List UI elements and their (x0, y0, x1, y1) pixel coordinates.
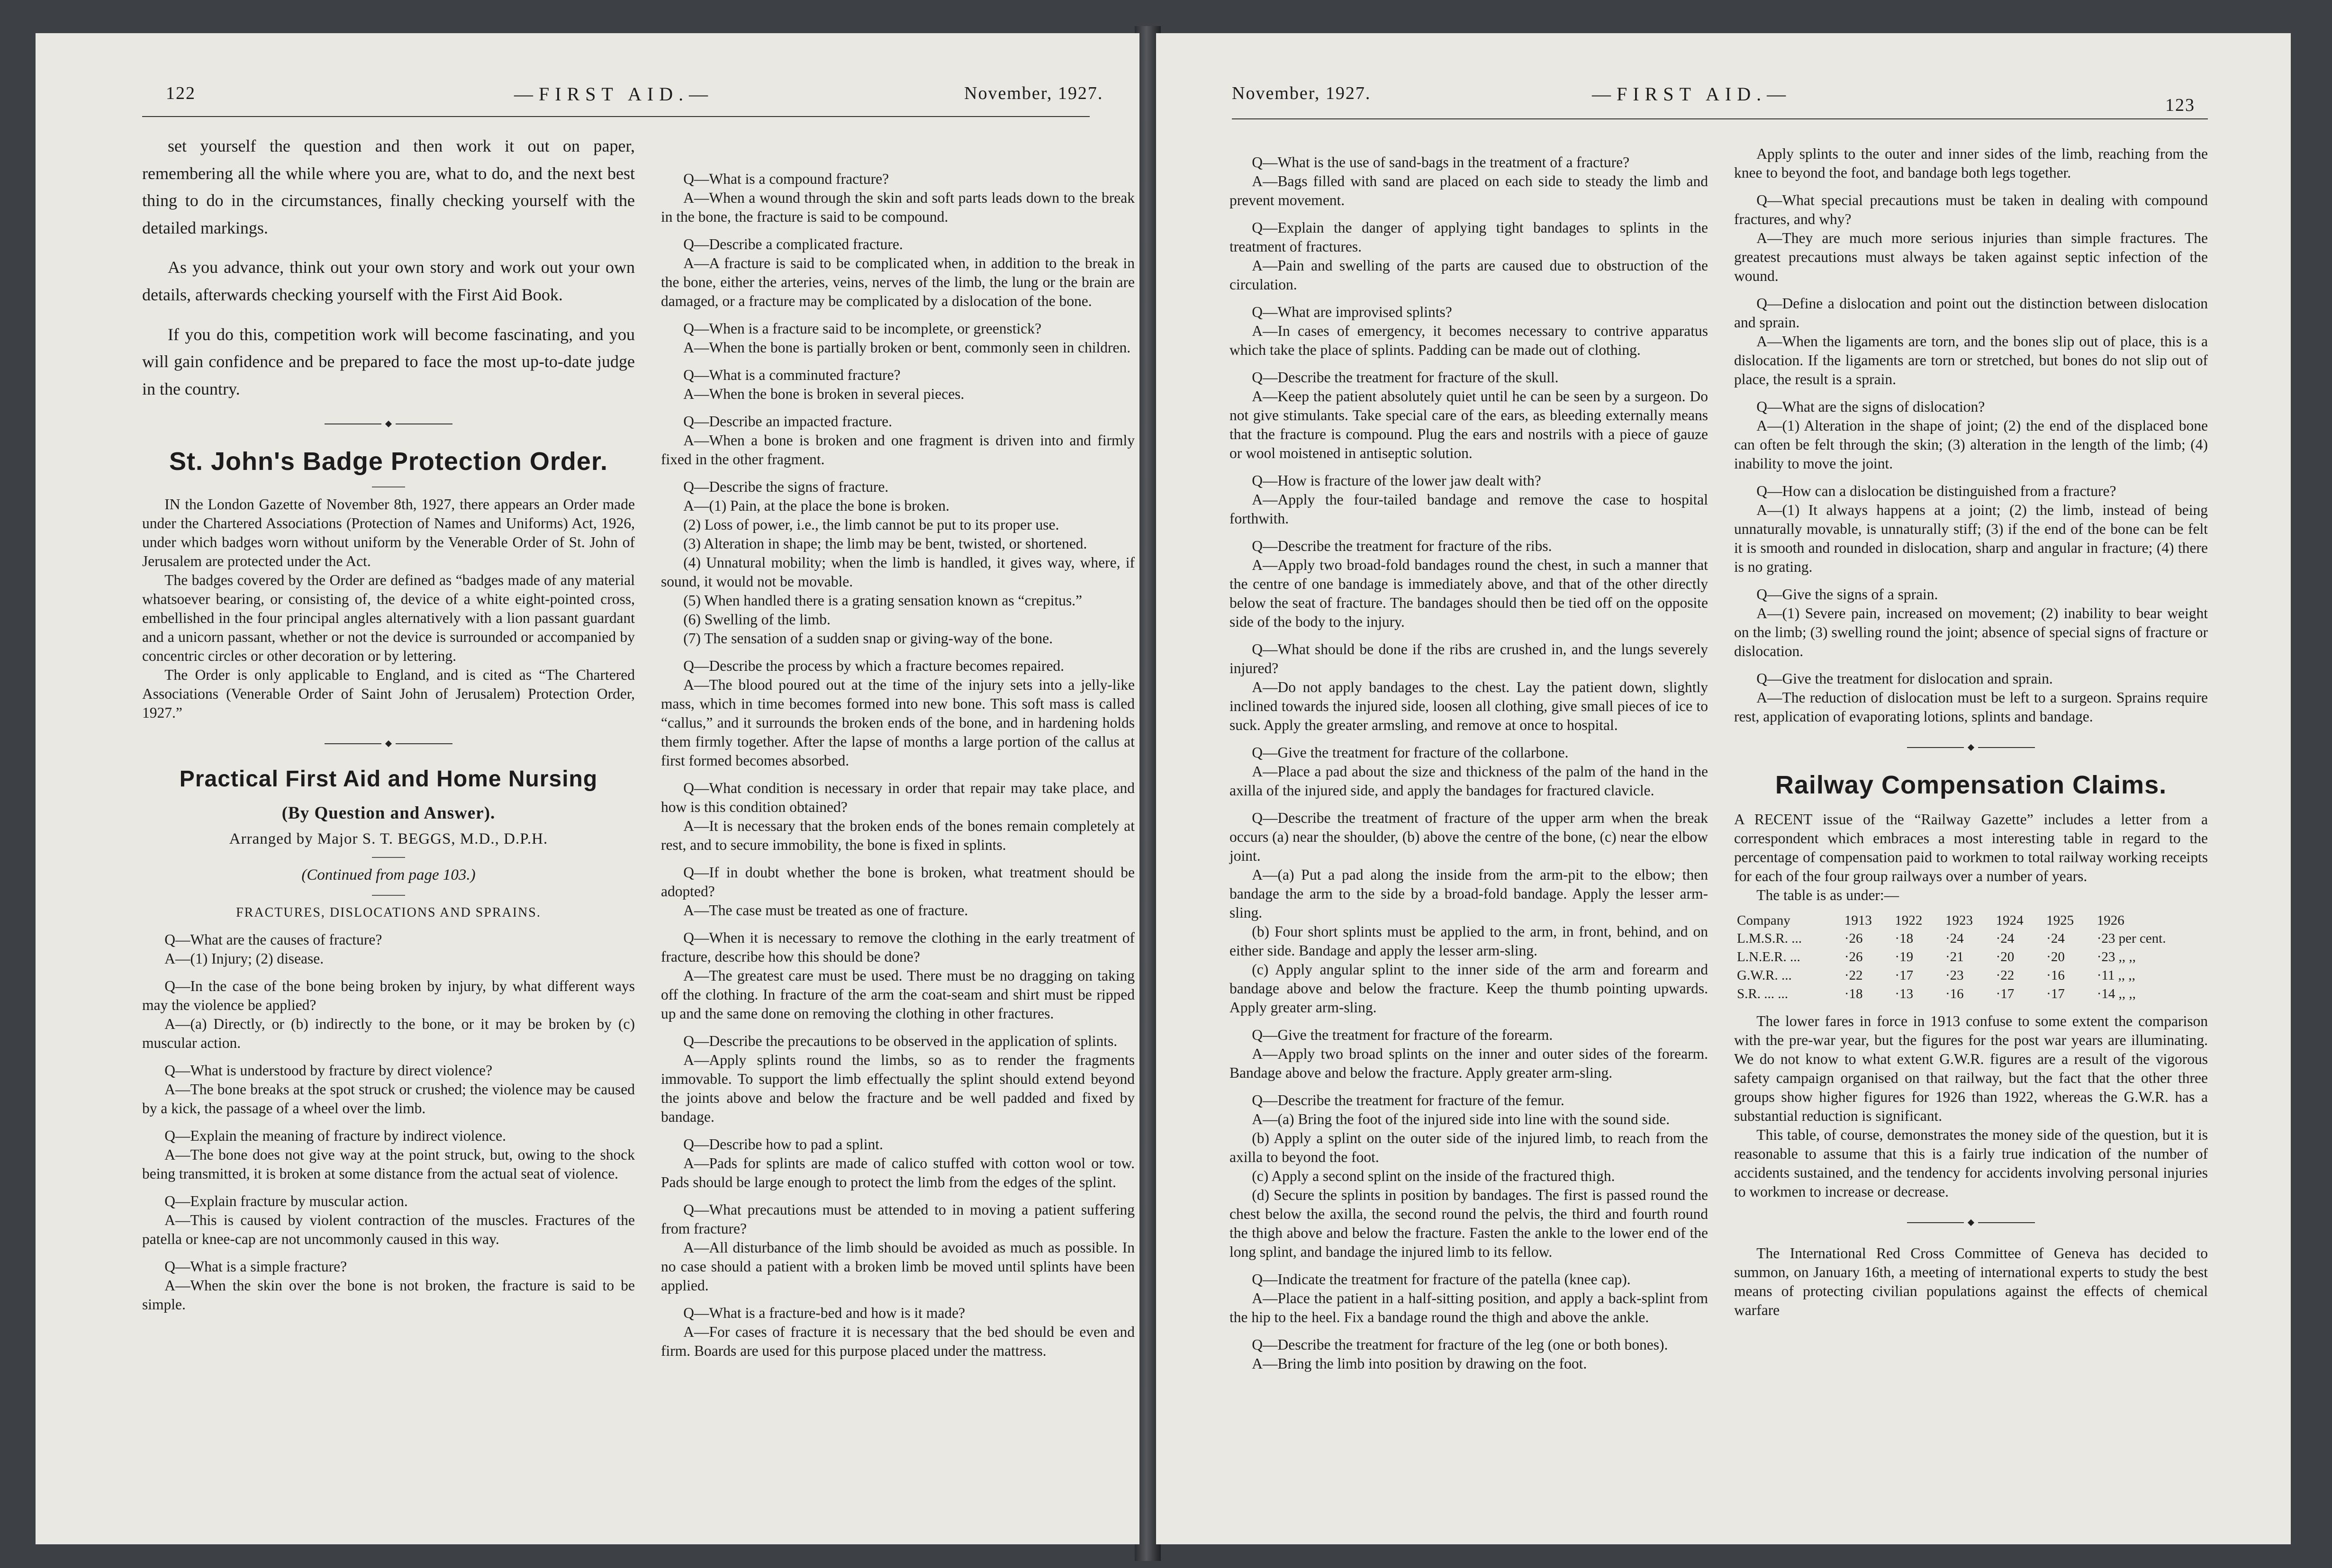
paragraph: A—The blood poured out at the time of the injury sets into a jelly-like mass, which in time becomes formed into new bone. This soft mass is called “callus,” and it surrounds the broken ends of the bone, and in hardening holds them firmly together. After the lapse of months a large portion of the callus at first formed becomes absorbed. (661, 676, 1135, 769)
table-cell: ·26 (1844, 931, 1863, 946)
paragraph: A—Apply two broad-fold bandages round the chest, in such a manner that the centre of one bandage is immediately above, and that of the other directly below the seat of fracture. The bandages should then be tied off on the opposite side of the body to the injury. (1229, 557, 1708, 630)
table-cell: ·20 (2046, 949, 2065, 965)
paragraph: (6) Swelling of the limb. (683, 611, 831, 628)
paragraph: This table, of course, demonstrates the money side of the question, but it is reasonable to assume that this is a fairly true indication of the number of accidents sustained, and the tendency for accidents involving personal injuries to workmen to increase or decrease. (1734, 1126, 2208, 1200)
table-cell: ·13 (1895, 986, 1914, 1001)
paragraph: (d) Secure the splints in position by bandages. The first is passed round the chest below the axilla, the second round the pelvis, the third and fourth round the thigh above and below the fracture. Fasten the ankle to the lower end of the long splint, and bandage the injured limb to its fellow. (1229, 1187, 1708, 1260)
table-header-cell: 1913 (1844, 912, 1872, 928)
paragraph: A—(a) Put a pad along the inside from the arm-pit to the elbow; then bandage the arm to the side by a broad-fold bandage. Apply the lesser arm-sling. (1229, 866, 1708, 921)
table-header-cell: 1924 (1996, 912, 2024, 928)
paragraph: Q—What is a comminuted fracture? (683, 367, 901, 383)
table-row (1734, 985, 2208, 1003)
railway-article-body (1734, 1012, 2208, 1201)
paragraph: A—Pads for splints are made of calico stuffed with cotton wool or tow. Pads should be large enough to protect the limb from the edges of the splint. (661, 1155, 1135, 1190)
paragraph: A—(a) Bring the foot of the injured side into line with the sound side. (1252, 1111, 1670, 1127)
table-cell: ·23 (1945, 968, 1964, 983)
paragraph: If you do this, competition work will become fascinating, and you will gain confidence and be prepared to face the most up-to-date judge in the country. (142, 324, 635, 398)
paragraph: Q—What is understood by fracture by direct violence? (164, 1062, 493, 1079)
paragraph: Q—Explain fracture by muscular action. (164, 1193, 408, 1210)
paragraph: Q—What is a compound fracture? (683, 171, 889, 187)
paragraph: (4) Unnatural mobility; when the limb is handled, it gives way, where, if sound, it would not be movable. (661, 554, 1135, 590)
journal-title: —FIRST AID.— (514, 83, 714, 105)
paragraph: Q—Describe the treatment for fracture of the femur. (1252, 1092, 1564, 1108)
journal-title: —FIRST AID.— (1592, 83, 1792, 105)
right-column-1 (1229, 144, 1708, 1373)
page-number: 123 (2165, 95, 2195, 115)
table-cell: S.R. ... ... (1737, 986, 1788, 1001)
article-title: Railway Compensation Claims. (1775, 771, 2167, 799)
paragraph: A—In cases of emergency, it becomes necessary to contrive apparatus which take the place of splints. Padding can be made out of clothing. (1229, 323, 1708, 358)
left-column-2 (661, 161, 1135, 1361)
paragraph: Q—What precautions must be attended to in moving a patient suffering from fracture? (661, 1201, 1135, 1237)
paragraph: Q—When is a fracture said to be incomplete, or greenstick? (683, 320, 1041, 337)
paragraph: Q—What are the signs of dislocation? (1756, 398, 1985, 415)
table-header-cell: 1923 (1945, 912, 1973, 928)
paragraph: A—The reduction of dislocation must be left to a surgeon. Sprains require rest, application of evaporating lotions, splints and bandage. (1734, 689, 2208, 725)
paragraph: The badges covered by the Order are defined as “badges made of any material whatsoever bearing, or consisting of, the device of a white eight-pointed cross, embellished in the four principal angles alternatively with a lion passant guardant and a unicorn passant, whether or not the device is surrounded or accompanied by concentric circles or other decoration or by lettering. (142, 571, 635, 664)
right-column-2 (1734, 144, 2208, 1320)
badge-article-body (142, 495, 635, 722)
paragraph: A—When the ligaments are torn, and the bones slip out of place, this is a dislocation. If the ligaments are torn or stretched, but bones do not slip out of place, the result is a sprain. (1734, 333, 2208, 387)
paragraph: A—All disturbance of the limb should be avoided as much as possible. In no case should a patient with a broken limb be moved until splints have been applied. (661, 1239, 1135, 1294)
ornament-divider (142, 422, 635, 426)
table-header-cell: 1925 (2046, 912, 2074, 928)
table-cell: ·26 (1844, 949, 1863, 965)
article-title: Practical First Aid and Home Nursing (179, 766, 598, 792)
table-cell: ·14 ,, ,, (2097, 986, 2136, 1001)
table-cell: L.N.E.R. ... (1737, 949, 1800, 965)
table-cell: ·20 (1996, 949, 2015, 965)
right-page (1156, 33, 2291, 1544)
header-rule (1232, 118, 2208, 119)
paragraph: A—Apply two broad splints on the inner and outer sides of the forearm. Bandage above and below the fracture. Apply greater arm-sling. (1229, 1045, 1708, 1081)
table-header-cell: 1926 (2097, 912, 2124, 928)
table-intro: The table is as under:— (1756, 886, 1899, 903)
paragraph: As you advance, think out your own story and work out your own details, afterwards checking yourself with the First Aid Book. (142, 258, 635, 304)
title-rule (372, 895, 405, 896)
red-cross-paragraph: The International Red Cross Committee of Geneva has decided to summon, on January 16th, a meeting of international experts to study the best means of protecting civilian populations against the effects of chemical warfare (1734, 1244, 2208, 1318)
table-cell: L.M.S.R. ... (1737, 931, 1802, 946)
article-subtitle: (By Question and Answer). (281, 803, 496, 823)
paragraph: A—They are much more serious injuries than simple fractures. The greatest precautions must always be taken against septic infection of the wound. (1734, 230, 2208, 284)
table-row (1734, 929, 2208, 948)
paragraph: Q—What should be done if the ribs are crushed in, and the lungs severely injured? (1229, 641, 1708, 676)
left-column-1 (142, 133, 635, 1314)
table-header-cell: 1922 (1895, 912, 1923, 928)
paragraph: Q—Describe the signs of fracture. (683, 478, 889, 495)
paragraph: Q—In the case of the bone being broken by injury, by what different ways may the violence be applied? (142, 978, 635, 1014)
table-cell: ·24 (2046, 931, 2065, 946)
paragraph: Q—Indicate the treatment for fracture of the patella (knee cap). (1252, 1271, 1631, 1288)
paragraph: A—(1) Pain, at the place the bone is broken. (683, 497, 949, 514)
compensation-table (1734, 911, 2208, 1003)
paragraph: Q—What is the use of sand-bags in the treatment of a fracture? (1252, 154, 1630, 171)
paragraph: Q—Describe the treatment of fracture of the upper arm when the break occurs (a) near the shoulder, (b) above the centre of the bone, (c) near the elbow joint. (1229, 810, 1708, 864)
table-cell: ·11 ,, ,, (2097, 968, 2135, 983)
paragraph: A—A fracture is said to be complicated when, in addition to the break in the bone, either the arteries, veins, nerves of the limb, the lung or the brain are damaged, or a fracture may be complicated by a dislocation of the bone. (661, 255, 1135, 309)
paragraph: Q—What condition is necessary in order that repair may take place, and how is this condition obtained? (661, 780, 1135, 815)
paragraph: A—(a) Directly, or (b) indirectly to the bone, or it may be broken by (c) muscular action. (142, 1016, 635, 1052)
paragraph: Q—Describe the treatment for fracture of the ribs. (1252, 538, 1552, 554)
table-row (1734, 966, 2208, 985)
paragraph: Q—What are improvised splints? (1252, 304, 1452, 320)
paragraph: (3) Alteration in shape; the limb may be bent, twisted, or shortened. (683, 535, 1087, 552)
paragraph: A—(1) Injury; (2) disease. (164, 950, 324, 967)
paragraph: A—When the bone is partially broken or bent, commonly seen in children. (683, 339, 1131, 356)
table-cell: ·17 (1895, 968, 1914, 983)
table-header-cell: Company (1737, 912, 1790, 928)
table-cell: ·22 (1996, 968, 2015, 983)
paragraph: A—This is caused by violent contraction of the muscles. Fractures of the patella or knee-cap are not uncommonly caused in this way. (142, 1212, 635, 1248)
qa-list (1734, 144, 2208, 726)
paragraph: Q—Describe the treatment for fracture of the leg (one or both bones). (1252, 1336, 1668, 1353)
ornament-divider (1734, 1220, 2208, 1225)
article-title: St. John's Badge Protection Order. (169, 447, 608, 476)
intro-text (142, 133, 635, 403)
paragraph: Q—Describe how to pad a splint. (683, 1136, 883, 1153)
paragraph: (b) Apply a splint on the outer side of the injured limb, to reach from the axilla to beyond the foot. (1229, 1130, 1708, 1165)
table-header-row (1734, 911, 2208, 930)
table-cell: ·17 (2046, 986, 2065, 1001)
table-cell: ·23 per cent. (2097, 931, 2166, 946)
paragraph: A—When the bone is broken in several pieces. (683, 386, 965, 402)
issue-date: November, 1927. (1232, 83, 1371, 103)
paragraph: Q—Describe the process by which a fracture becomes repaired. (683, 658, 1065, 674)
title-rule (372, 857, 405, 858)
paragraph: A—It is necessary that the broken ends of the bones remain completely at rest, and to secure immobility, the bone is fixed in splints. (661, 818, 1135, 853)
byline: Arranged by Major S. T. BEGGS, M.D., D.P.H. (229, 830, 548, 847)
paragraph: (c) Apply angular splint to the inner side of the arm and forearm and bandage above and below the fracture. Keep the thumb pointing upwards. Apply greater arm-sling. (1229, 961, 1708, 1016)
table-cell: ·24 (1945, 931, 1964, 946)
table-cell: ·16 (2046, 968, 2065, 983)
paragraph: (b) Four short splints must be applied to the arm, in front, behind, and on either side. Bandage and apply the lesser arm-sling. (1229, 923, 1708, 959)
paragraph: IN the London Gazette of November 8th, 1927, there appears an Order made under the Chartered Associations (Protection of Names and Uniforms) Act, 1926, under which badges worn without uniform by the Venerable Order of St. John of Jerusalem are protected under the Act. (142, 496, 635, 569)
paragraph: A—Place the patient in a half-sitting position, and apply a back-splint from the hip to the heel. Fix a bandage round the thigh and above the ankle. (1229, 1290, 1708, 1325)
left-page (36, 33, 1139, 1544)
paragraph: (7) The sensation of a sudden snap or giving-way of the bone. (683, 630, 1053, 647)
table-cell: ·17 (1996, 986, 2015, 1001)
paragraph: Q—Give the signs of a sprain. (1756, 586, 1938, 603)
paragraph: The lower fares in force in 1913 confuse to some extent the comparison with the pre-war year, but the figures for the post war years are illuminating. We do not know to what extent G.W.R. figures are a result of the vigorous safety campaign organised on that railway, but the fact that the other three groups show higher figures for 1926 than 1922, whereas the G.W.R. has a substantial reduction is significant. (1734, 1012, 2208, 1124)
paragraph: A—Bags filled with sand are placed on each side to steady the limb and prevent movement. (1229, 173, 1708, 208)
paragraph: A—The bone breaks at the spot struck or crushed; the violence may be caused by a kick, the passage of a wheel over the limb. (142, 1081, 635, 1117)
header-rule (142, 116, 1090, 117)
ornament-divider (1734, 745, 2208, 750)
paragraph: Q—Define a dislocation and point out the distinction between dislocation and sprain. (1734, 295, 2208, 331)
issue-date: November, 1927. (964, 83, 1103, 103)
table-cell: ·22 (1844, 968, 1863, 983)
paragraph: A—(1) Alteration in the shape of joint; (2) the end of the displaced bone can often be felt through the skin; (3) alteration in the length of the limb; (4) inability to move the joint. (1734, 417, 2208, 472)
paragraph: Q—Describe the treatment for fracture of the skull. (1252, 369, 1559, 386)
page-number: 122 (166, 83, 196, 103)
paragraph: A—Apply splints round the limbs, so as to render the fragments immovable. To support the limb effectually the splint should extend beyond the joints above and below the fracture and be well padded and fixed by bandage. (661, 1052, 1135, 1125)
paragraph: A—(1) Severe pain, increased on movement; (2) inability to bear weight on the limb; (3) swelling round the joint; absence of special signs of fracture or dislocation. (1734, 605, 2208, 659)
paragraph: (c) Apply a second splint on the inside of the fractured thigh. (1252, 1168, 1615, 1184)
paragraph: Q—Describe an impacted fracture. (683, 413, 893, 430)
table-cell: ·18 (1895, 931, 1914, 946)
article-lead (1734, 810, 2208, 886)
paragraph: Q—Give the treatment for fracture of the forearm. (1252, 1027, 1553, 1043)
paragraph: A—The greatest care must be used. There must be no dragging on taking off the clothing. In fracture of the arm the coat-seam and shirt must be ripped up and the same done on removing the clothing in other fractures. (661, 967, 1135, 1022)
paragraph: Apply splints to the outer and inner sides of the limb, reaching from the knee to beyond the foot, and bandage both legs together. (1734, 145, 2208, 181)
ornament-divider (142, 741, 635, 746)
continued-note: (Continued from page 103.) (301, 866, 476, 883)
qa-list (142, 930, 635, 1314)
paragraph: Q—What is a fracture-bed and how is it made? (683, 1305, 966, 1321)
lead-word: A RECENT (1734, 811, 1813, 828)
paragraph: set yourself the question and then work it out on paper, remembering all the while where you are, what to do, and the next best thing to do in the circumstances, finally checking yourself with the detailed markings. (142, 136, 635, 237)
paragraph: A—The bone does not give way at the point struck, but, owing to the shock being transmitted, it is broken at some distance from the actual seat of violence. (142, 1146, 635, 1182)
paragraph: A—When the skin over the bone is not broken, the fracture is said to be simple. (142, 1277, 635, 1313)
paragraph: Q—How is fracture of the lower jaw dealt with? (1252, 472, 1541, 489)
lead-text: issue of the “Railway Gazette” includes a letter from a correspondent which embraces a most interesting table in regard to the percentage of compensation paid to workmen to total railway working receipts for each of the four group railways over a number of years. (1734, 811, 2208, 884)
paragraph: A—When a wound through the skin and soft parts leads down to the break in the bone, the fracture is said to be compound. (661, 189, 1135, 225)
paragraph: Q—How can a dislocation be distinguished from a fracture? (1756, 483, 2116, 499)
paragraph: A—Bring the limb into position by drawing on the foot. (1252, 1355, 1587, 1372)
paragraph: Q—Describe the precautions to be observed in the application of splints. (683, 1033, 1118, 1049)
paragraph: A—The case must be treated as one of fracture. (683, 902, 968, 919)
paragraph: Q—What special precautions must be taken in dealing with compound fractures, and why? (1734, 192, 2208, 227)
paragraph: A—Apply the four-tailed bandage and remove the case to hospital forthwith. (1229, 491, 1708, 527)
paragraph: A—Place a pad about the size and thickness of the palm of the hand in the axilla of the injured side, and apply the bandages for fractured clavicle. (1229, 763, 1708, 799)
paragraph: A—Keep the patient absolutely quiet until he can be seen by a surgeon. Do not give stimulants. Take special care of the ears, as bleeding externally means that the fracture is compound. Plug the ears and nostrils with a piece of gauze or wool moistened in antiseptic solution. (1229, 388, 1708, 461)
paragraph: Q—When it is necessary to remove the clothing in the early treatment of fracture, describe how this should be done? (661, 929, 1135, 965)
paragraph: A—Pain and swelling of the parts are caused due to obstruction of the circulation. (1229, 257, 1708, 293)
paragraph: Q—Describe a complicated fracture. (683, 236, 903, 252)
table-cell: ·19 (1895, 949, 1914, 965)
paragraph: A—For cases of fracture it is necessary that the bed should be even and firm. Boards are used for this purpose placed under the mattress. (661, 1324, 1135, 1359)
table-row (1734, 948, 2208, 966)
paragraph: Q—What is a simple fracture? (164, 1258, 347, 1275)
paragraph: Q—Explain the danger of applying tight bandages to splints in the treatment of fractures. (1229, 219, 1708, 255)
table-cell: ·23 ,, ,, (2097, 949, 2136, 965)
paragraph: Q—What are the causes of fracture? (164, 931, 382, 948)
table-cell: ·16 (1945, 986, 1964, 1001)
paragraph: Q—Explain the meaning of fracture by indirect violence. (164, 1127, 506, 1144)
paragraph: Q—Give the treatment for dislocation and sprain. (1756, 670, 2053, 687)
paragraph: (5) When handled there is a grating sensation known as “crepitus.” (683, 592, 1083, 609)
table-cell: ·18 (1844, 986, 1863, 1001)
paragraph: Q—If in doubt whether the bone is broken, what treatment should be adopted? (661, 864, 1135, 900)
paragraph: (2) Loss of power, i.e., the limb cannot be put to its proper use. (683, 516, 1059, 533)
paragraph: A—When a bone is broken and one fragment is driven into and firmly fixed in the other fragment. (661, 432, 1135, 468)
table-cell: G.W.R. ... (1737, 968, 1792, 983)
table-cell: ·21 (1945, 949, 1964, 965)
table-cell: ·24 (1996, 931, 2015, 946)
paragraph: A—(1) It always happens at a joint; (2) the limb, instead of being unnaturally movable, is unnaturally stiff; (3) if the end of the bone can be felt it is smooth and rounded in dislocation, sharp and angular in fracture; (4) there is no grating. (1734, 502, 2208, 575)
paragraph: The Order is only applicable to England, and is cited as “The Chartered Associations (Venerable Order of Saint John of Jerusalem) Protection Order, 1927.” (142, 666, 635, 721)
paragraph: Q—Give the treatment for fracture of the collarbone. (1252, 744, 1569, 761)
paragraph: A—Do not apply bandages to the chest. Lay the patient down, slightly inclined towards the injured side, loosen all clothing, give small pieces of ice to suck. Apply the greater armsling, and remove at once to hospital. (1229, 679, 1708, 733)
section-heading: FRACTURES, DISLOCATIONS AND SPRAINS. (236, 905, 541, 920)
